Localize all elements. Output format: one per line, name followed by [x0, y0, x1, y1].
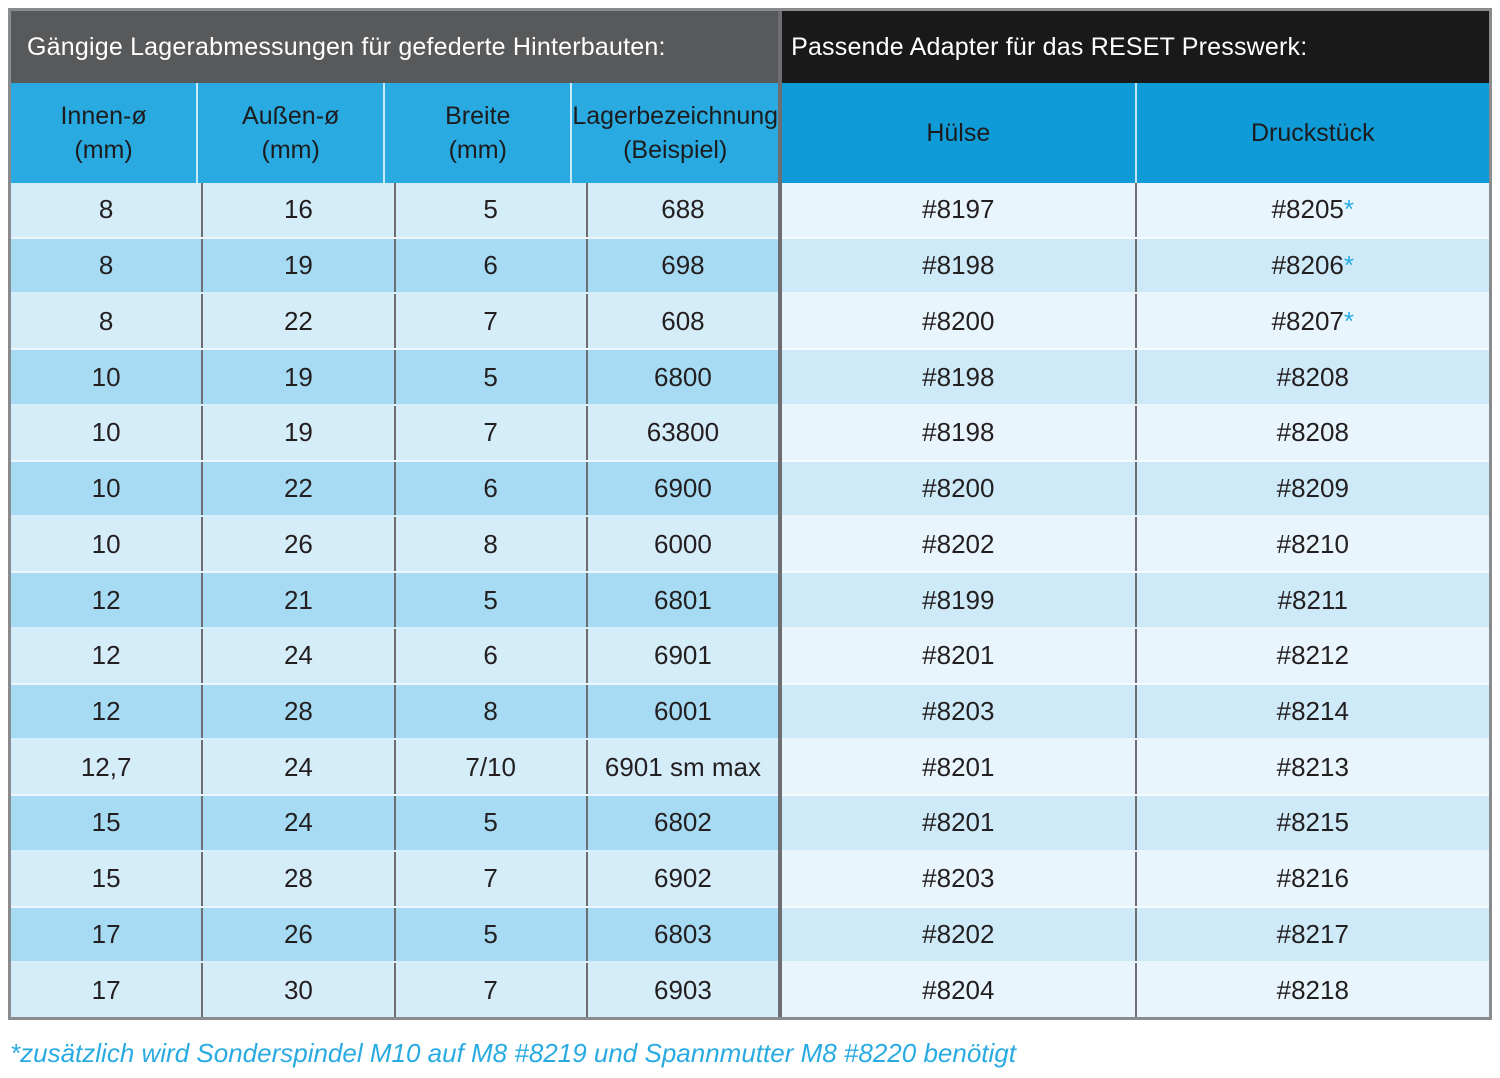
right-table-row — [782, 517, 1489, 573]
left-table-cell-0: 10 — [91, 361, 121, 392]
druckstueck-cell — [1135, 629, 1489, 683]
druckstueck-value: #8205 — [1271, 194, 1344, 225]
druckstueck-value: #8208 — [1276, 361, 1349, 392]
left-table-row — [11, 239, 778, 295]
left-header-cell-0 — [11, 83, 196, 183]
left-table-row — [11, 573, 778, 629]
huelse-cell: #8201 — [922, 807, 995, 838]
left-header-cell-2 — [383, 83, 570, 183]
left-table-cell-1: 28 — [201, 685, 393, 739]
left-table-row — [11, 963, 778, 1017]
footnote: *zusätzlich wird Sonderspindel M10 auf M8 #8219 und Spannmutter M8 #8220 benötigt — [10, 1038, 1016, 1068]
left-table-cell-3: 6801 — [586, 573, 778, 627]
left-table-row — [11, 796, 778, 852]
left-table-cell-1: 26 — [201, 908, 393, 962]
huelse-cell: #8203 — [922, 695, 995, 726]
right-header-cell-1 — [1135, 83, 1489, 183]
left-table-cell-1: 26 — [201, 517, 393, 571]
druckstueck-value: #8216 — [1276, 863, 1349, 894]
adapter-panel — [782, 11, 1489, 1017]
druckstueck-cell — [1135, 517, 1489, 571]
left-table-cell-1: 30 — [201, 963, 393, 1017]
header-label: Druckstück — [1250, 119, 1375, 147]
left-table-row — [11, 183, 778, 239]
left-table-row — [11, 406, 778, 462]
left-table-cell-3: 6901 — [586, 629, 778, 683]
huelse-cell: #8200 — [922, 473, 995, 504]
druckstueck-value: #8206 — [1271, 250, 1344, 281]
right-table-row — [782, 573, 1489, 629]
druckstueck-value: #8209 — [1276, 473, 1349, 504]
left-table-cell-3: 6900 — [586, 462, 778, 516]
bearing-dimensions-title: Gängige Lagerabmessungen für gefederte Hinterbauten: — [11, 11, 778, 83]
left-table-cell-2: 5 — [394, 350, 586, 404]
left-table-cell-0: 12 — [91, 695, 121, 726]
left-table-cell-1: 19 — [201, 239, 393, 293]
druckstueck-cell — [1135, 239, 1489, 293]
header-unit: (Beispiel) — [623, 136, 728, 164]
right-table-row — [782, 183, 1489, 239]
right-table-row — [782, 740, 1489, 796]
left-table-cell-0: 12,7 — [80, 751, 132, 782]
huelse-cell: #8198 — [922, 417, 995, 448]
left-table-row — [11, 350, 778, 406]
left-table-cell-0: 17 — [91, 918, 121, 949]
left-table-cell-2: 5 — [394, 908, 586, 962]
druckstueck-value: #8212 — [1276, 640, 1349, 671]
left-table-cell-2: 6 — [394, 462, 586, 516]
left-table-cell-0: 10 — [91, 473, 121, 504]
left-table-cell-2: 6 — [394, 629, 586, 683]
left-table-cell-1: 24 — [201, 796, 393, 850]
left-table-row — [11, 852, 778, 908]
left-table-cell-0: 8 — [98, 305, 114, 336]
left-table-cell-3: 6902 — [586, 852, 778, 906]
left-table-cell-1: 22 — [201, 294, 393, 348]
left-table-cell-0: 15 — [91, 863, 121, 894]
left-table-cell-2: 6 — [394, 239, 586, 293]
huelse-cell: #8198 — [922, 250, 995, 281]
druckstueck-cell — [1135, 183, 1489, 237]
asterisk-marker: * — [1343, 305, 1354, 336]
huelse-cell: #8197 — [922, 194, 995, 225]
right-table-row — [782, 852, 1489, 908]
right-header-cell-0 — [782, 83, 1134, 183]
left-table-cell-2: 7 — [394, 294, 586, 348]
druckstueck-value: #8211 — [1277, 584, 1348, 615]
right-header-row — [782, 83, 1489, 183]
right-table-row — [782, 294, 1489, 350]
left-table-cell-3: 6800 — [586, 350, 778, 404]
right-table-row — [782, 462, 1489, 518]
druckstueck-cell — [1135, 685, 1489, 739]
right-table-row — [782, 908, 1489, 964]
left-table-cell-0: 8 — [98, 250, 114, 281]
left-table-cell-0: 10 — [91, 528, 121, 559]
left-table-row — [11, 462, 778, 518]
left-table-cell-0: 10 — [91, 417, 121, 448]
druckstueck-value: #8213 — [1276, 751, 1349, 782]
left-table-row — [11, 294, 778, 350]
druckstueck-cell — [1135, 406, 1489, 460]
left-table-row — [11, 517, 778, 573]
header-unit: (mm) — [261, 136, 320, 164]
left-table-cell-2: 7 — [394, 406, 586, 460]
druckstueck-cell — [1135, 294, 1489, 348]
druckstueck-cell — [1135, 462, 1489, 516]
huelse-cell: #8201 — [922, 751, 995, 782]
header-label: Hülse — [926, 119, 991, 147]
druckstueck-value: #8214 — [1276, 695, 1349, 726]
left-table-cell-3: 6803 — [586, 908, 778, 962]
left-table-cell-0: 12 — [91, 640, 121, 671]
druckstueck-value: #8208 — [1276, 417, 1349, 448]
left-table-cell-0: 17 — [91, 974, 121, 1005]
druckstueck-value: #8217 — [1276, 918, 1349, 949]
left-table-cell-2: 8 — [394, 685, 586, 739]
druckstueck-cell — [1135, 740, 1489, 794]
left-table-row — [11, 908, 778, 964]
druckstueck-cell — [1135, 350, 1489, 404]
asterisk-marker: * — [1343, 250, 1354, 281]
right-table-row — [782, 350, 1489, 406]
right-table-row — [782, 406, 1489, 462]
left-table-cell-3: 6001 — [586, 685, 778, 739]
asterisk-marker: * — [1343, 194, 1354, 225]
bearing-adapter-table — [8, 8, 1492, 1020]
right-table-body — [782, 183, 1489, 1017]
left-table-cell-2: 8 — [394, 517, 586, 571]
header-unit: (mm) — [448, 136, 507, 164]
left-table-cell-2: 5 — [394, 183, 586, 237]
druckstueck-cell — [1135, 963, 1489, 1017]
left-table-cell-0: 8 — [98, 194, 114, 225]
left-header-cell-1 — [196, 83, 383, 183]
huelse-cell: #8198 — [922, 361, 995, 392]
druckstueck-value: #8218 — [1276, 974, 1349, 1005]
header-label: Breite — [445, 102, 511, 130]
left-table-cell-0: 15 — [91, 807, 121, 838]
left-table-cell-3: 6903 — [586, 963, 778, 1017]
header-label: Lagerbezeichnung — [572, 102, 779, 130]
left-table-cell-2: 7/10 — [394, 740, 586, 794]
left-table-cell-3: 698 — [586, 239, 778, 293]
header-unit: (mm) — [74, 136, 133, 164]
left-table-cell-1: 19 — [201, 350, 393, 404]
right-table-row — [782, 796, 1489, 852]
left-header-cell-3 — [570, 83, 778, 183]
left-table-cell-2: 7 — [394, 852, 586, 906]
header-label: Innen-ø — [60, 102, 147, 130]
druckstueck-value: #8210 — [1276, 528, 1349, 559]
right-table-row — [782, 629, 1489, 685]
huelse-cell: #8204 — [922, 974, 995, 1005]
right-table-row — [782, 685, 1489, 741]
left-table-cell-3: 63800 — [586, 406, 778, 460]
druckstueck-value: #8215 — [1276, 807, 1349, 838]
left-table-cell-2: 5 — [394, 796, 586, 850]
huelse-cell: #8201 — [922, 640, 995, 671]
left-table-cell-2: 7 — [394, 963, 586, 1017]
left-table-cell-3: 688 — [586, 183, 778, 237]
druckstueck-value: #8207 — [1271, 305, 1344, 336]
huelse-cell: #8202 — [922, 918, 995, 949]
adapter-title: Passende Adapter für das RESET Presswerk: — [782, 11, 1489, 83]
left-table-cell-1: 21 — [201, 573, 393, 627]
left-table-cell-2: 5 — [394, 573, 586, 627]
right-table-row — [782, 963, 1489, 1017]
right-table-row — [782, 239, 1489, 295]
huelse-cell: #8199 — [922, 584, 995, 615]
left-table-row — [11, 685, 778, 741]
druckstueck-cell — [1135, 908, 1489, 962]
bearing-dimensions-panel — [11, 11, 778, 1017]
left-table-cell-1: 28 — [201, 852, 393, 906]
left-table-cell-1: 24 — [201, 740, 393, 794]
druckstueck-cell — [1135, 796, 1489, 850]
left-table-row — [11, 629, 778, 685]
left-table-row — [11, 740, 778, 796]
left-header-row — [11, 83, 778, 183]
left-table-cell-1: 24 — [201, 629, 393, 683]
left-table-cell-3: 6802 — [586, 796, 778, 850]
left-table-cell-0: 12 — [91, 584, 121, 615]
left-table-cell-3: 608 — [586, 294, 778, 348]
huelse-cell: #8200 — [922, 305, 995, 336]
left-table-cell-1: 19 — [201, 406, 393, 460]
left-table-cell-1: 22 — [201, 462, 393, 516]
header-label: Außen-ø — [242, 102, 340, 130]
left-table-cell-1: 16 — [201, 183, 393, 237]
huelse-cell: #8202 — [922, 528, 995, 559]
druckstueck-cell — [1135, 852, 1489, 906]
druckstueck-cell — [1135, 573, 1489, 627]
left-table-body — [11, 183, 778, 1017]
huelse-cell: #8203 — [922, 863, 995, 894]
left-table-cell-3: 6901 sm max — [586, 740, 778, 794]
left-table-cell-3: 6000 — [586, 517, 778, 571]
